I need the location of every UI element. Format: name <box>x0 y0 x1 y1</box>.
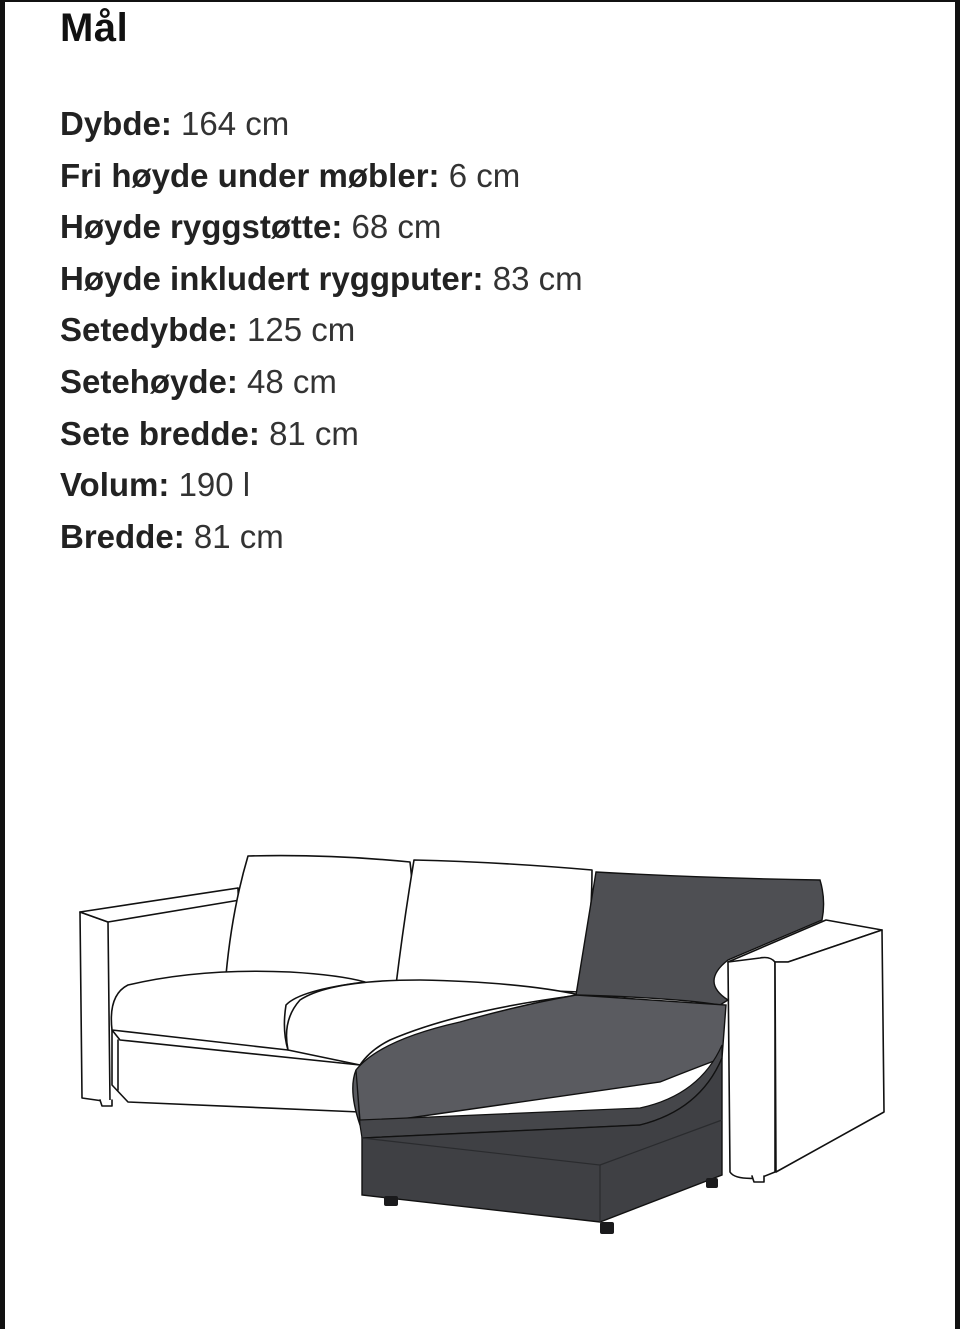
spec-label: Dybde: <box>60 105 172 142</box>
spec-label: Setedybde: <box>60 311 238 349</box>
spec-label: Bredde: <box>60 517 185 555</box>
spec-value: 81 cm <box>193 517 284 555</box>
sofa-with-chaise-longue-image <box>70 845 890 1245</box>
spec-label: Setehøyde: <box>60 362 238 400</box>
spec-value: 81 cm <box>269 414 359 452</box>
spec-row-depth <box>60 98 583 150</box>
spec-label: Høyde inkludert ryggputer: <box>60 259 484 297</box>
spec-value: 48 cm <box>247 362 337 400</box>
spec-label: Volum: <box>60 466 170 504</box>
spec-row-backrest-height <box>60 201 583 253</box>
spec-row-seat-width <box>60 408 583 460</box>
spec-label: Sete bredde: <box>60 414 260 452</box>
spec-value: 83 cm <box>492 259 583 297</box>
spec-row-floor-clearance <box>60 150 583 202</box>
spec-value: 6 cm <box>448 156 521 194</box>
spec-value: 164 cm <box>181 105 290 142</box>
spec-row-seat-depth <box>60 304 583 356</box>
spec-row-height-with-cushions <box>60 253 583 305</box>
spec-value: 125 cm <box>247 311 356 349</box>
spec-row-seat-height <box>60 356 583 408</box>
dimensions-list <box>60 98 583 562</box>
spec-row-volume <box>60 459 583 511</box>
section-title: Mål <box>60 6 129 50</box>
spec-value: 68 cm <box>351 208 442 246</box>
spec-label: Høyde ryggstøtte: <box>60 208 343 246</box>
spec-value: 190 l <box>178 466 251 504</box>
spec-label: Fri høyde under møbler: <box>60 156 440 194</box>
spec-row-width <box>60 511 583 563</box>
